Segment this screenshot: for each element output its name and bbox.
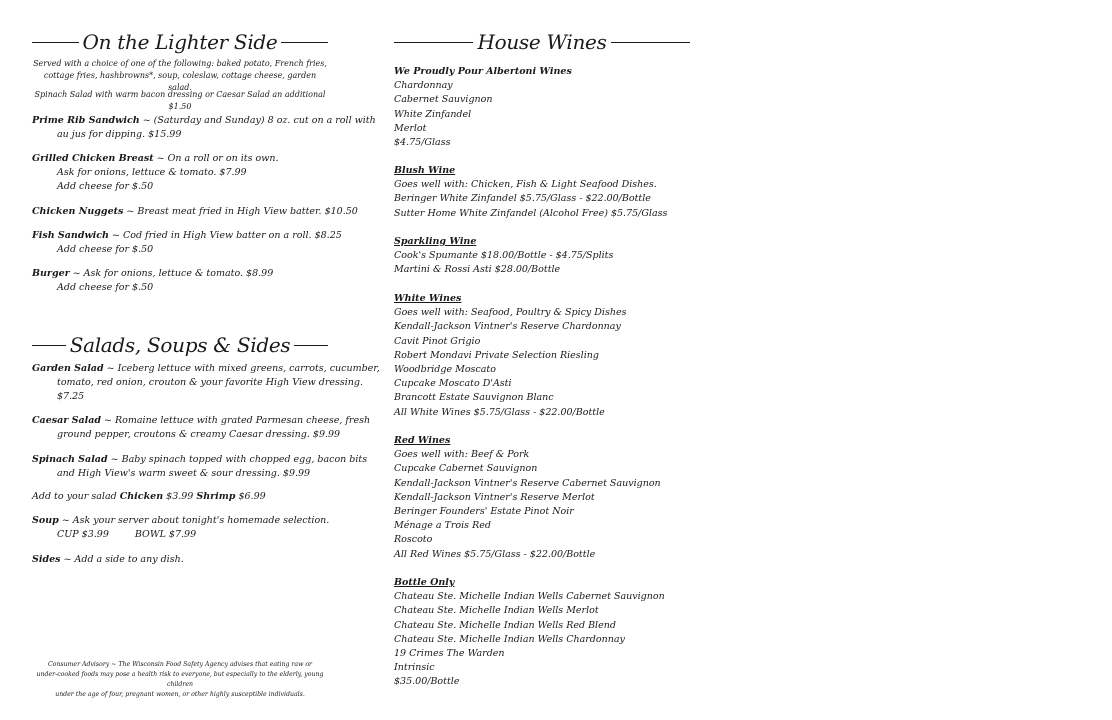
wine-group-heading: We Proudly Pour Albertoni Wines (394, 66, 572, 77)
wine-line: Beringer White Zinfandel $5.75/Glass - $22.00/Bottle (394, 193, 651, 205)
wine-group-bottle-only (394, 576, 714, 690)
wine-line: Ménage a Trois Red (394, 520, 491, 532)
soup-cup-price: CUP $3.99 (57, 529, 109, 541)
menu-item-soup: Soup ~ Ask your server about tonight's homemade selection. CUP $3.99 BOWL $7.99 (32, 515, 330, 541)
lighter-side-heading (32, 30, 328, 54)
wine-line: Cabernet Sauvignon (394, 94, 493, 106)
salads-soups-sides-heading (32, 333, 328, 357)
wine-line: Cook's Spumante $18.00/Bottle - $4.75/Splits (394, 250, 614, 262)
wine-line: Robert Mondavi Private Selection Riesling (394, 349, 599, 361)
salads-soups-sides-title: Salads, Soups & Sides (69, 333, 291, 357)
wine-line: Chateau Ste. Michelle Indian Wells Cabernet Sauvignon (394, 591, 665, 603)
soup-bowl-price: BOWL $7.99 (134, 529, 197, 541)
wine-line: Intrinsic (394, 662, 435, 674)
salad-upgrade-note: Spinach Salad with warm bacon dressing or Caesar Salad an additional $1.50 (34, 90, 326, 111)
heading-rule-right (281, 42, 328, 43)
wine-group-albertoni (394, 65, 714, 150)
wine-line: All White Wines $5.75/Glass - $22.00/Bottle (394, 406, 605, 418)
house-wines-title: House Wines (477, 30, 607, 54)
house-wines-heading (394, 30, 690, 54)
wine-line: Goes well with: Chicken, Fish & Light Seafood Dishes. (394, 179, 657, 191)
salad-addon-line: Add to your salad Chicken $3.99 Shrimp $6.99 (32, 491, 266, 502)
wine-line: Kendall-Jackson Vintner's Reserve Merlot (394, 491, 595, 503)
wine-line: Chateau Ste. Michelle Indian Wells Merlot (394, 605, 599, 617)
wine-line: Merlot (394, 122, 427, 134)
menu-item-burger: Burger ~ Ask for onions, lettuce & tomato. $8.99 Add cheese for $.50 (32, 268, 274, 294)
wine-group-blush (394, 164, 714, 221)
wine-line: Cupcake Moscato D'Asti (394, 378, 512, 390)
wine-line: 19 Crimes The Warden (394, 648, 505, 660)
menu-item-garden-salad: Garden Salad ~ Iceberg lettuce with mixed greens, carrots, cucumber, tomato, red onion, crouton & your favorite High View dressing. $7.25 (32, 363, 380, 403)
wine-line: Cavit Pinot Grigio (394, 335, 481, 347)
wine-line: All Red Wines $5.75/Glass - $22.00/Bottle (394, 548, 596, 560)
menu-item-fish-sandwich: Fish Sandwich ~ Cod fried in High View batter on a roll. $8.25 Add cheese for $.50 (32, 230, 342, 256)
wine-line: Cupcake Cabernet Sauvignon (394, 463, 538, 475)
wine-line: Chateau Ste. Michelle Indian Wells Chardonnay (394, 633, 625, 645)
wine-line: Woodbridge Moscato (394, 364, 496, 376)
sides-choice-note: Served with a choice of one of the following: baked potato, French fries, cottage fries, hashbrowns*, soup, coleslaw, cottage cheese, garden salad. (33, 59, 327, 92)
wine-group-heading: Sparkling Wine (394, 236, 477, 247)
lighter-side-title: On the Lighter Side (82, 30, 278, 54)
wine-line: Martini & Rossi Asti $28.00/Bottle (394, 264, 561, 276)
wine-line: Chateau Ste. Michelle Indian Wells Red Blend (394, 619, 616, 631)
menu-item-sides: Sides ~ Add a side to any dish. (32, 554, 184, 565)
wine-line: White Zinfandel (394, 108, 472, 120)
wine-line: Beringer Founders' Estate Pinot Noir (394, 506, 574, 518)
wine-line: Roscoto (394, 534, 433, 546)
heading-rule-left (394, 42, 473, 43)
menu-item-chicken-nuggets: Chicken Nuggets ~ Breast meat fried in High View batter. $10.50 (32, 206, 358, 217)
menu-item-grilled-chicken: Grilled Chicken Breast ~ On a roll or on its own. Ask for onions, lettuce & tomato. $7.99 Add cheese for $.50 (32, 153, 279, 193)
heading-rule-right (294, 345, 328, 346)
wine-group-heading: Bottle Only (394, 577, 455, 588)
wine-line: Goes well with: Seafood, Poultry & Spicy Dishes (394, 307, 627, 319)
wine-line: Brancott Estate Sauvignon Blanc (394, 392, 554, 404)
menu-item-caesar-salad: Caesar Salad ~ Romaine lettuce with grated Parmesan cheese, fresh ground pepper, croutons & creamy Caesar dressing. $9.99 (32, 415, 371, 441)
wine-group-white (394, 292, 714, 420)
wine-line: Goes well with: Beef & Pork (394, 449, 530, 461)
wine-group-heading: Blush Wine (394, 165, 456, 176)
wine-line: Kendall-Jackson Vintner's Reserve Cabernet Sauvignon (394, 477, 661, 489)
heading-rule-left (32, 42, 79, 43)
wine-line: $35.00/Bottle (394, 676, 460, 688)
wine-line: Chardonnay (394, 80, 453, 92)
wine-group-heading: Red Wines (394, 435, 451, 446)
wine-line: Sutter Home White Zinfandel (Alcohol Free) $5.75/Glass (394, 207, 668, 219)
wine-group-sparkling (394, 235, 714, 278)
wine-group-red (394, 434, 714, 562)
heading-rule-right (611, 42, 690, 43)
menu-item-prime-rib: Prime Rib Sandwich ~ (Saturday and Sunday) 8 oz. cut on a roll with au jus for dipping. $15.99 (32, 115, 376, 141)
consumer-advisory: Consumer Advisory ~ The Wisconsin Food Safety Agency advises that eating raw or under-cooked foods may pose a health risk to everyone, but especially to the elderly, young children under the age of four, pregnant women, or other highly susceptible individuals. (36, 661, 324, 698)
heading-rule-left (32, 345, 66, 346)
menu-item-spinach-salad: Spinach Salad ~ Baby spinach topped with chopped egg, bacon bits and High View's warm sweet & sour dressing. $9.99 (32, 454, 368, 480)
wine-line: Kendall-Jackson Vintner's Reserve Chardonnay (394, 321, 621, 333)
wine-group-heading: White Wines (394, 293, 462, 304)
wine-line: $4.75/Glass (394, 137, 451, 149)
